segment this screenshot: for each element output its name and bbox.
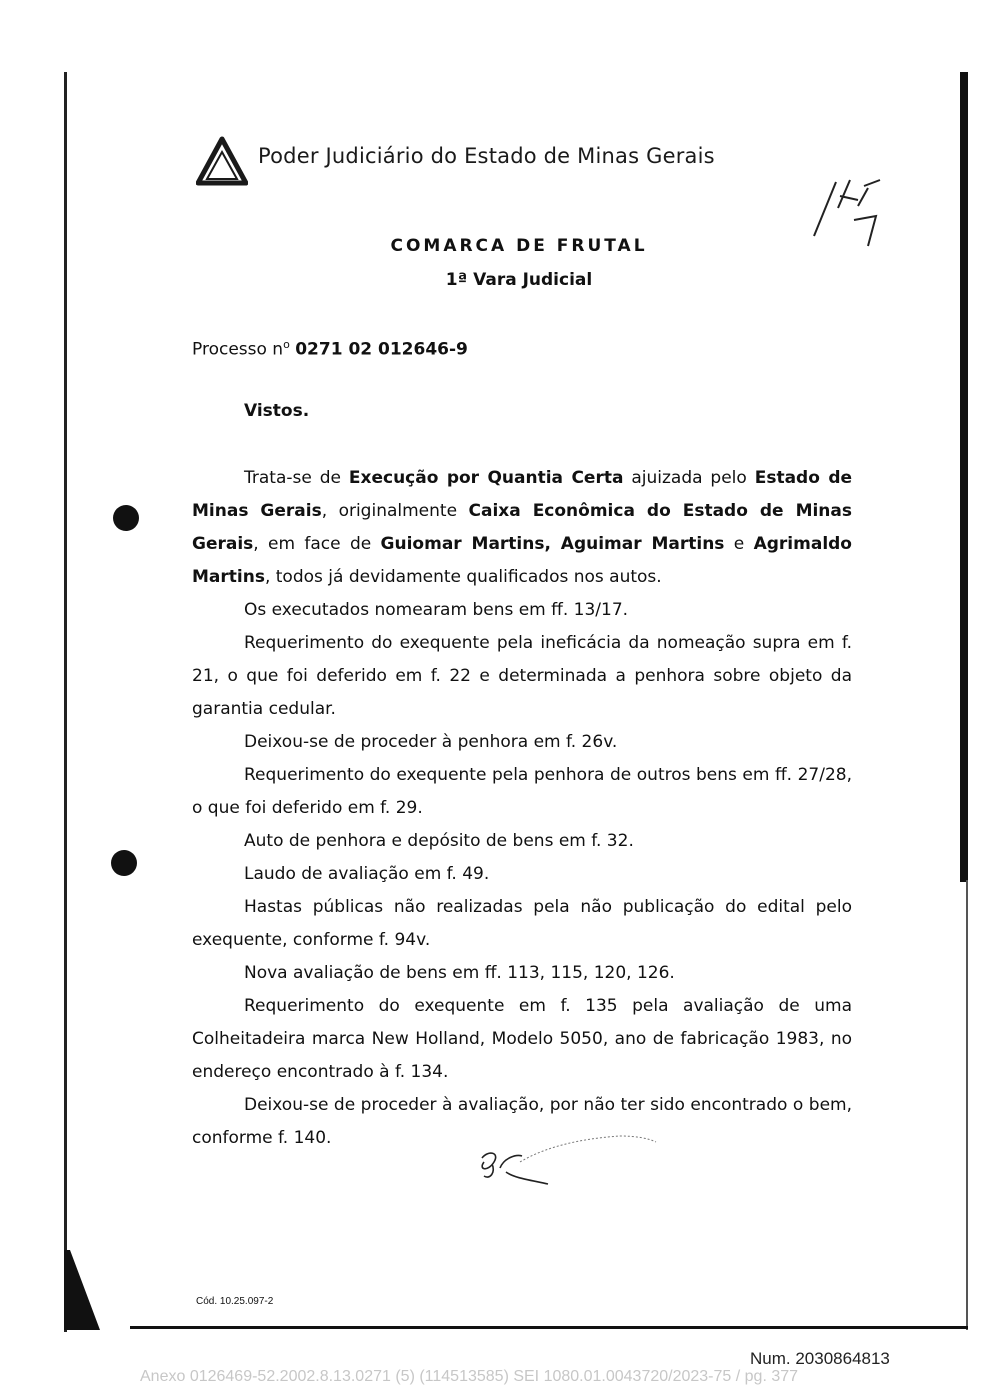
paragraph-3: Requerimento do exequente pela ineficácia da nomeação supra em f. 21, o que foi deferido em f. 22 e determinada a penhora sobre objeto da garantia cedular. — [192, 633, 852, 719]
p1-bold: Estado de Minas Gerais — [192, 468, 853, 521]
paragraph-6: Auto de penhora e depósito de bens em f. 32. — [244, 831, 634, 851]
form-code: Cód. 10.25.097-2 — [196, 1296, 274, 1307]
p1-bold: Execução por Quantia Certa — [348, 468, 624, 488]
p1-text: , originalmente — [321, 501, 469, 521]
court-name: Poder Judiciário do Estado de Minas Gerais — [258, 144, 715, 168]
paragraph-1 — [192, 462, 852, 594]
vara-title: 1ª Vara Judicial — [445, 270, 593, 290]
comarca-title: COMARCA DE FRUTAL — [390, 236, 648, 256]
paragraph-7: Laudo de avaliação em f. 49. — [244, 864, 490, 884]
p1-text: ajuizada pelo — [623, 468, 755, 488]
paragraph-11: Deixou-se de proceder à avaliação, por não ter sido encontrado o bem, conforme f. 140. — [192, 1095, 852, 1148]
process-number: 0271 02 012646-9 — [295, 339, 468, 360]
process-label: Processo n — [192, 339, 284, 360]
p1-text: e — [724, 534, 754, 554]
scan-border-right-thin — [966, 880, 968, 1330]
p1-bold: Caixa Econômica do Estado de Minas Gerais — [192, 501, 852, 554]
punch-hole — [111, 850, 137, 876]
p1-bold: Agrimaldo Martins — [192, 534, 852, 587]
process-label-sup: o — [283, 338, 290, 351]
paragraph-10: Requerimento do exequente em f. 135 pela avaliação de uma Colheitadeira marca New Holland, Modelo 5050, ano de fabricação 1983, no endereço encontrado à f. 134. — [192, 996, 852, 1082]
p1-text: , todos já devidamente qualificados nos autos. — [264, 567, 662, 587]
scan-corner-shadow — [64, 1250, 100, 1330]
document-number: Num. 2030864813 — [750, 1349, 890, 1368]
paragraph-2: Os executados nomearam bens em ff. 13/17. — [244, 600, 629, 620]
annex-footer: Anexo 0126469-52.2002.8.13.0271 (5) (114513585) SEI 1080.01.0043720/2023-75 / pg. 377 — [140, 1368, 799, 1385]
p1-bold: Guiomar Martins, Aguimar Martins — [380, 534, 725, 554]
triangle-logo-icon — [196, 136, 248, 186]
p1-text: , em face de — [253, 534, 381, 554]
paragraph-8: Hastas públicas não realizadas pela não publicação do edital pelo exequente, conforme f. 94v. — [192, 897, 852, 950]
process-line — [192, 338, 468, 360]
paragraph-4: Deixou-se de proceder à penhora em f. 26v. — [244, 732, 618, 752]
document-body — [192, 462, 852, 1155]
vistos-heading: Vistos. — [244, 401, 310, 421]
paragraph-9: Nova avaliação de bens em ff. 113, 115, 120, 126. — [244, 963, 675, 983]
paragraph-5: Requerimento do exequente pela penhora de outros bens em ff. 27/28, o que foi deferido em f. 29. — [192, 765, 852, 818]
p1-text: Trata-se de — [244, 468, 349, 488]
scan-border-right — [960, 72, 968, 882]
scan-border-bottom — [130, 1326, 968, 1329]
punch-hole — [113, 505, 139, 531]
scan-border-left — [64, 72, 67, 1332]
handwritten-signature — [470, 1128, 660, 1194]
